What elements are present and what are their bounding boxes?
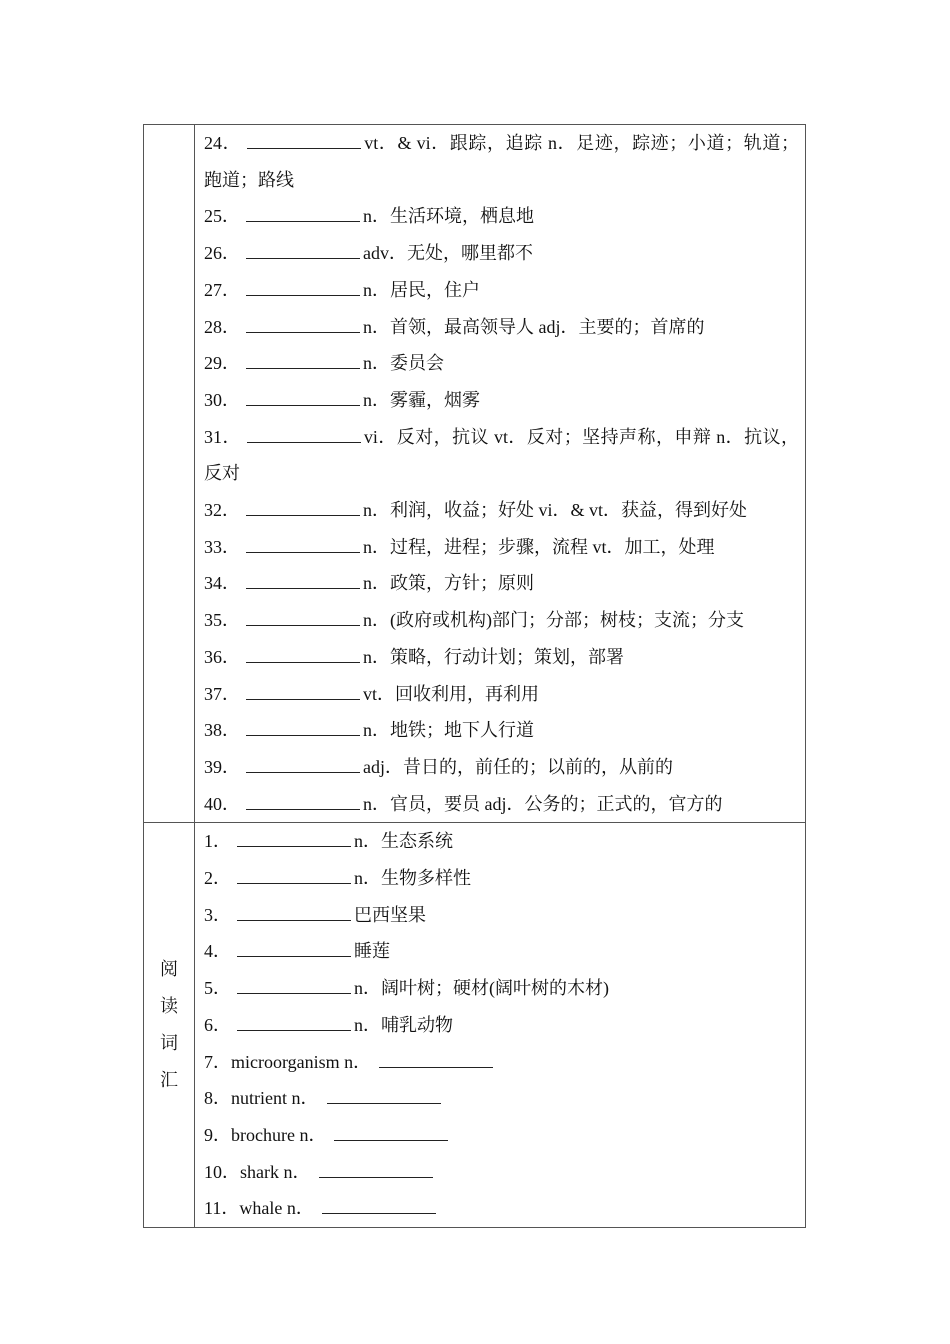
answer-blank[interactable] xyxy=(237,830,351,847)
answer-blank[interactable] xyxy=(237,940,351,957)
vocab-entry xyxy=(195,749,805,786)
entry-number: 32． xyxy=(204,500,240,521)
vocab-entry xyxy=(195,676,805,713)
vocab-entry xyxy=(195,970,805,1007)
entry-definition: n．官员，要员 adj．公务的；正式的，官方的 xyxy=(363,793,723,814)
answer-blank[interactable] xyxy=(246,389,360,406)
entry-definition: n．政策，方针；原则 xyxy=(363,573,534,594)
answer-blank[interactable] xyxy=(237,1014,351,1031)
entry-definition: 睡莲 xyxy=(354,941,390,962)
section-entries-core xyxy=(195,125,806,823)
answer-blank[interactable] xyxy=(246,352,360,369)
entry-definition: 巴西坚果 xyxy=(354,904,426,925)
entry-number: 33． xyxy=(204,536,240,557)
entry-number: 6． xyxy=(204,1014,231,1035)
entry-definition: vi．反对，抗议 vt．反对；坚持声称，申辩 n．抗议，反对 xyxy=(204,426,800,484)
vocabulary-table xyxy=(143,124,806,1228)
vocab-entry xyxy=(195,897,805,934)
entry-definition: n．哺乳动物 xyxy=(354,1014,453,1035)
entry-number: 38． xyxy=(204,720,240,741)
answer-blank[interactable] xyxy=(246,683,360,700)
entry-number: 39． xyxy=(204,756,240,777)
entry-number: 7． xyxy=(204,1051,231,1072)
entry-definition: n．(政府或机构)部门；分部；树枝；支流；分支 xyxy=(363,610,744,631)
answer-blank[interactable] xyxy=(322,1197,436,1214)
section-row-core xyxy=(144,125,806,823)
vocab-entry xyxy=(195,198,805,235)
entry-number: 10． xyxy=(204,1161,240,1182)
answer-blank[interactable] xyxy=(237,904,351,921)
entry-number: 9． xyxy=(204,1124,231,1145)
vocab-entry xyxy=(195,235,805,272)
entry-definition: n．利润，收益；好处 vi．& vt．获益，得到好处 xyxy=(363,500,748,521)
vocab-entry xyxy=(195,1007,805,1044)
answer-blank[interactable] xyxy=(237,977,351,994)
entry-definition: n．过程，进程；步骤，流程 vt．加工，处理 xyxy=(363,536,715,557)
entry-word: microorganism n． xyxy=(231,1051,372,1072)
entry-word: shark n． xyxy=(240,1161,311,1182)
answer-blank[interactable] xyxy=(379,1051,493,1068)
vocab-entry xyxy=(195,345,805,382)
answer-blank[interactable] xyxy=(319,1161,433,1178)
entry-number: 3． xyxy=(204,904,231,925)
vocab-entry xyxy=(195,565,805,602)
entry-definition: adj．昔日的，前任的；以前的，从前的 xyxy=(363,756,673,777)
entry-word: whale n． xyxy=(239,1198,314,1219)
answer-blank[interactable] xyxy=(246,205,360,222)
entry-word: nutrient n． xyxy=(231,1088,319,1109)
entry-definition: vt．回收利用，再利用 xyxy=(363,683,540,704)
answer-blank[interactable] xyxy=(247,132,361,149)
entry-definition: n．策略，行动计划；策划，部署 xyxy=(363,646,624,667)
vocab-entry xyxy=(195,712,805,749)
entry-definition: n．地铁；地下人行道 xyxy=(363,720,534,741)
vocab-entry xyxy=(195,639,805,676)
answer-blank[interactable] xyxy=(246,793,360,810)
vocab-entry xyxy=(195,860,805,897)
entry-number: 4． xyxy=(204,941,231,962)
answer-blank[interactable] xyxy=(246,316,360,333)
vocab-entry xyxy=(195,1117,805,1154)
answer-blank[interactable] xyxy=(246,719,360,736)
answer-blank[interactable] xyxy=(247,426,361,443)
vocab-entry xyxy=(195,1154,805,1191)
vocab-entry xyxy=(195,1080,805,1117)
entry-number: 24． xyxy=(204,133,242,153)
entry-number: 36． xyxy=(204,646,240,667)
entry-definition: n．生物多样性 xyxy=(354,868,471,889)
vocab-entry xyxy=(195,125,805,198)
vocab-entry xyxy=(195,1190,805,1227)
vocab-entry xyxy=(195,309,805,346)
answer-blank[interactable] xyxy=(246,536,360,553)
entry-definition: n．委员会 xyxy=(363,353,444,374)
answer-blank[interactable] xyxy=(327,1087,441,1104)
entry-definition: vt．& vi．跟踪，追踪 n．足迹，踪迹；小道；轨道；跑道；路线 xyxy=(204,133,799,190)
answer-blank[interactable] xyxy=(246,756,360,773)
entry-number: 37． xyxy=(204,683,240,704)
answer-blank[interactable] xyxy=(246,242,360,259)
entry-definition: n．雾霾，烟雾 xyxy=(363,389,480,410)
entry-number: 28． xyxy=(204,316,240,337)
vocab-entry xyxy=(195,272,805,309)
entry-definition: n．首领，最高领导人 adj．主要的；首席的 xyxy=(363,316,705,337)
vocab-entry xyxy=(195,602,805,639)
answer-blank[interactable] xyxy=(246,572,360,589)
answer-blank[interactable] xyxy=(334,1124,448,1141)
entry-definition: n．居民，住户 xyxy=(363,279,480,300)
answer-blank[interactable] xyxy=(246,646,360,663)
vocab-entry xyxy=(195,529,805,566)
vocab-entry xyxy=(195,933,805,970)
section-label: 阅读词汇 xyxy=(160,959,178,1091)
entry-number: 30． xyxy=(204,389,240,410)
answer-blank[interactable] xyxy=(246,279,360,296)
section-label-cell xyxy=(144,823,195,1228)
entry-number: 1． xyxy=(204,831,231,852)
entry-number: 40． xyxy=(204,793,240,814)
answer-blank[interactable] xyxy=(246,609,360,626)
vocab-entry xyxy=(195,786,805,823)
entry-number: 26． xyxy=(204,243,240,264)
entry-number: 31． xyxy=(204,426,241,447)
entry-number: 34． xyxy=(204,573,240,594)
section-entries-reading xyxy=(195,823,806,1228)
vocab-entry xyxy=(195,492,805,529)
entry-definition: n．生活环境，栖息地 xyxy=(363,206,534,227)
vocab-entry xyxy=(195,382,805,419)
entry-number: 35． xyxy=(204,610,240,631)
entry-number: 11． xyxy=(204,1198,240,1219)
entry-number: 2． xyxy=(204,868,231,889)
entry-number: 27． xyxy=(204,279,240,300)
vocab-entry xyxy=(195,1044,805,1081)
entry-number: 29． xyxy=(204,353,240,374)
entry-number: 25． xyxy=(204,206,240,227)
entry-number: 5． xyxy=(204,978,231,999)
entry-definition: n．阔叶树；硬材(阔叶树的木材) xyxy=(354,978,609,999)
entry-definition: n．生态系统 xyxy=(354,831,453,852)
answer-blank[interactable] xyxy=(246,499,360,516)
section-label-cell-empty xyxy=(144,125,195,823)
vocab-entry xyxy=(195,823,805,860)
answer-blank[interactable] xyxy=(237,867,351,884)
section-row-reading xyxy=(144,823,806,1228)
entry-number: 8． xyxy=(204,1088,231,1109)
entry-definition: adv．无处，哪里都不 xyxy=(363,243,533,264)
vocab-entry xyxy=(195,419,805,492)
entry-word: brochure n． xyxy=(231,1124,327,1145)
